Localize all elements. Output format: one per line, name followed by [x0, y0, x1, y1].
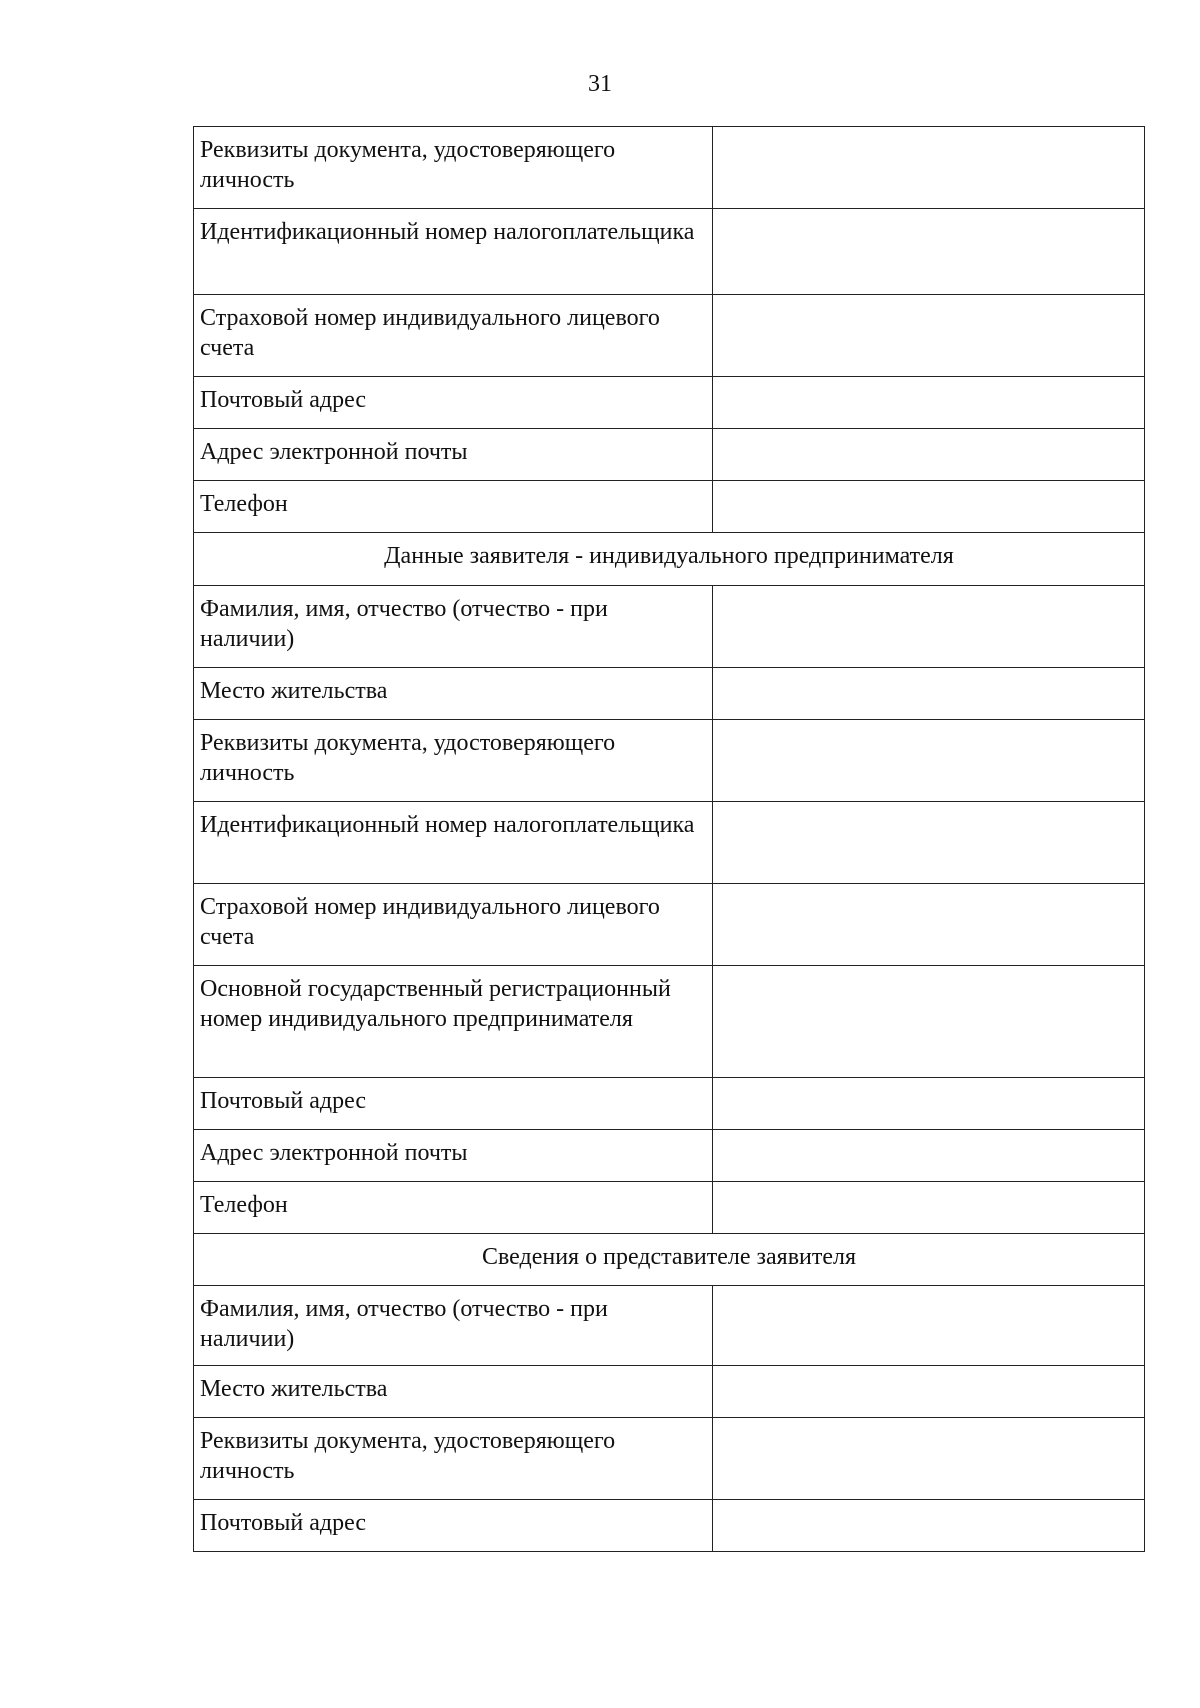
table-row [194, 377, 1145, 429]
field-value [713, 1418, 1145, 1500]
section-header: Данные заявителя - индивидуального предпринимателя [194, 533, 1145, 586]
field-value [713, 1366, 1145, 1418]
field-label: Место жительства [194, 668, 713, 720]
field-label: Адрес электронной почты [194, 429, 713, 481]
section-header-row [194, 533, 1145, 586]
table-row [194, 668, 1145, 720]
applicant-data-table [193, 126, 1145, 1552]
table-row [194, 1366, 1145, 1418]
table-row [194, 429, 1145, 481]
table-row [194, 720, 1145, 802]
table-row [194, 1418, 1145, 1500]
field-label: Реквизиты документа, удостоверяющего личность [194, 127, 713, 209]
field-value [713, 1500, 1145, 1552]
field-label: Место жительства [194, 1366, 713, 1418]
table-row [194, 966, 1145, 1078]
field-value [713, 1130, 1145, 1182]
field-value [713, 1182, 1145, 1234]
field-label: Реквизиты документа, удостоверяющего личность [194, 720, 713, 802]
field-label: Адрес электронной почты [194, 1130, 713, 1182]
field-label: Фамилия, имя, отчество (отчество - при наличии) [194, 586, 713, 668]
field-label: Основной государственный регистрационный номер индивидуального предпринимателя [194, 966, 713, 1078]
field-value [713, 429, 1145, 481]
field-value [713, 127, 1145, 209]
field-value [713, 720, 1145, 802]
field-label: Телефон [194, 481, 713, 533]
field-value [713, 668, 1145, 720]
table-row [194, 802, 1145, 884]
table-row [194, 884, 1145, 966]
field-value [713, 481, 1145, 533]
field-label: Почтовый адрес [194, 1500, 713, 1552]
field-label: Почтовый адрес [194, 1078, 713, 1130]
field-value [713, 209, 1145, 295]
field-value [713, 966, 1145, 1078]
section-header: Сведения о представителе заявителя [194, 1234, 1145, 1286]
table-row [194, 295, 1145, 377]
field-value [713, 1286, 1145, 1366]
field-label: Страховой номер индивидуального лицевого счета [194, 295, 713, 377]
table-row [194, 481, 1145, 533]
table-row [194, 127, 1145, 209]
field-value [713, 586, 1145, 668]
field-label: Телефон [194, 1182, 713, 1234]
field-label: Реквизиты документа, удостоверяющего личность [194, 1418, 713, 1500]
field-value [713, 802, 1145, 884]
page-number: 31 [588, 71, 612, 97]
table-row [194, 1286, 1145, 1366]
field-value [713, 377, 1145, 429]
table-row [194, 1130, 1145, 1182]
table-body [194, 127, 1145, 1552]
field-value [713, 884, 1145, 966]
table-row [194, 1182, 1145, 1234]
table-row [194, 1500, 1145, 1552]
field-label: Идентификационный номер налогоплательщика [194, 802, 713, 884]
field-label: Почтовый адрес [194, 377, 713, 429]
field-value [713, 295, 1145, 377]
field-value [713, 1078, 1145, 1130]
section-header-row [194, 1234, 1145, 1286]
field-label: Страховой номер индивидуального лицевого счета [194, 884, 713, 966]
table-row [194, 1078, 1145, 1130]
field-label: Идентификационный номер налогоплательщика [194, 209, 713, 295]
table-row [194, 586, 1145, 668]
table-row [194, 209, 1145, 295]
field-label: Фамилия, имя, отчество (отчество - при наличии) [194, 1286, 713, 1366]
